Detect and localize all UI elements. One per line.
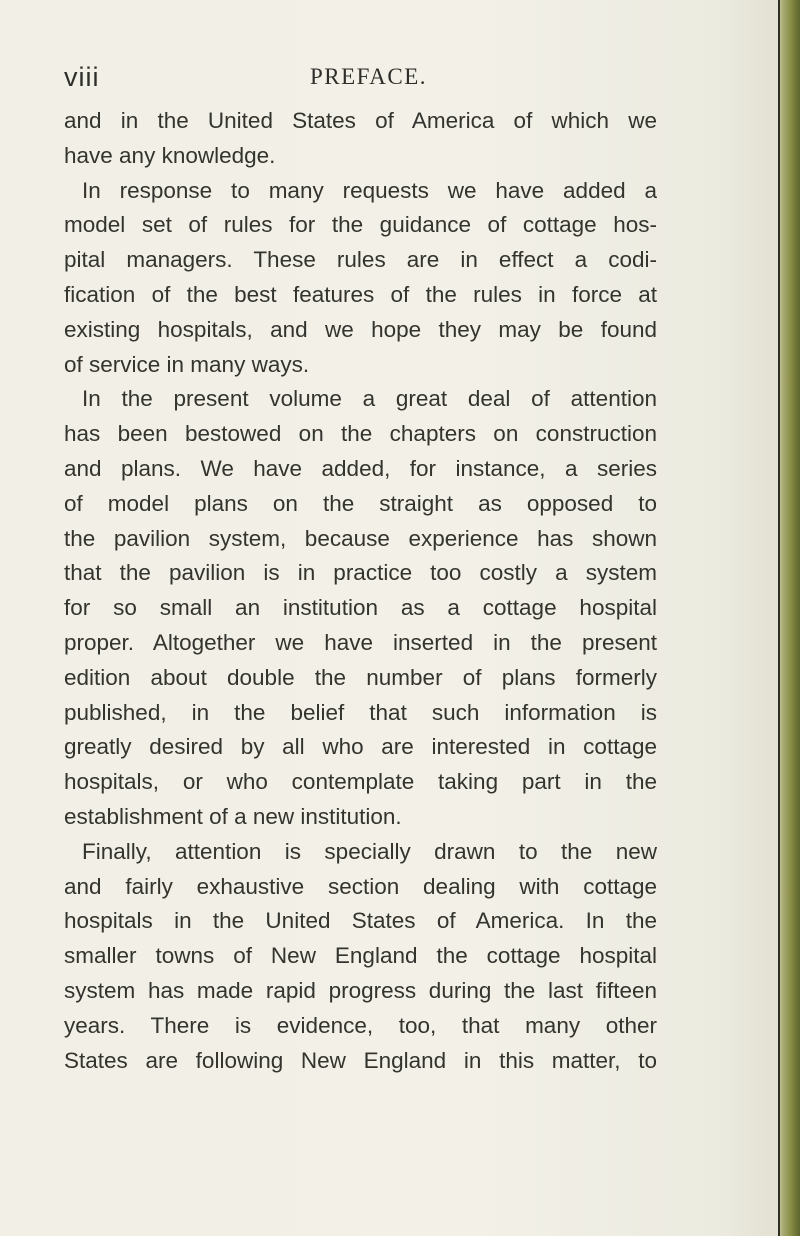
text-line: establishment of a new institution.	[64, 803, 402, 829]
text-line: States are following New England in this matter, to	[64, 1047, 657, 1073]
text-line: greatly desired by all who are interested in cottage	[64, 734, 657, 760]
text-line: that the pavilion is in practice too costly a system	[64, 560, 657, 586]
text-line: pital managers. These rules are in effect a codi-	[64, 247, 657, 273]
page-fold-line	[778, 0, 780, 1236]
text-line: existing hospitals, and we hope they may be found	[64, 316, 657, 342]
text-line: fication of the best features of the rules in force at	[64, 281, 657, 307]
text-line: In the present volume a great deal of attention	[82, 386, 657, 412]
text-line: and plans. We have added, for instance, a series	[64, 455, 657, 481]
text-line: has been bestowed on the chapters on construction	[64, 421, 657, 447]
preface-text	[64, 104, 657, 1078]
text-line: smaller towns of New England the cottage hospital	[64, 943, 657, 969]
page-header	[64, 62, 734, 102]
page-gutter-edge	[778, 0, 800, 1236]
text-line: system has made rapid progress during the last fifteen	[64, 977, 657, 1003]
text-line: have any knowledge.	[64, 142, 276, 168]
running-head: PREFACE.	[310, 64, 428, 89]
text-line: In response to many requests we have added a	[82, 177, 657, 203]
text-line: hospitals in the United States of America. In the	[64, 908, 657, 934]
text-line: model set of rules for the guidance of cottage hos-	[64, 212, 657, 238]
text-line: of model plans on the straight as opposed to	[64, 490, 657, 516]
text-line: for so small an institution as a cottage hospital	[64, 595, 657, 621]
text-line: hospitals, or who contemplate taking part in the	[64, 769, 657, 795]
text-line: edition about double the number of plans formerly	[64, 664, 657, 690]
text-line: published, in the belief that such information is	[64, 699, 657, 725]
text-line: years. There is evidence, too, that many other	[64, 1012, 657, 1038]
text-line: Finally, attention is specially drawn to the new	[82, 838, 657, 864]
text-line: of service in many ways.	[64, 351, 310, 377]
text-line: and fairly exhaustive section dealing with cottage	[64, 873, 657, 899]
text-line: the pavilion system, because experience has shown	[64, 525, 657, 551]
text-line: and in the United States of America of which we	[64, 108, 657, 133]
page-number: viii	[64, 62, 100, 92]
text-line: proper. Altogether we have inserted in the present	[64, 629, 657, 655]
